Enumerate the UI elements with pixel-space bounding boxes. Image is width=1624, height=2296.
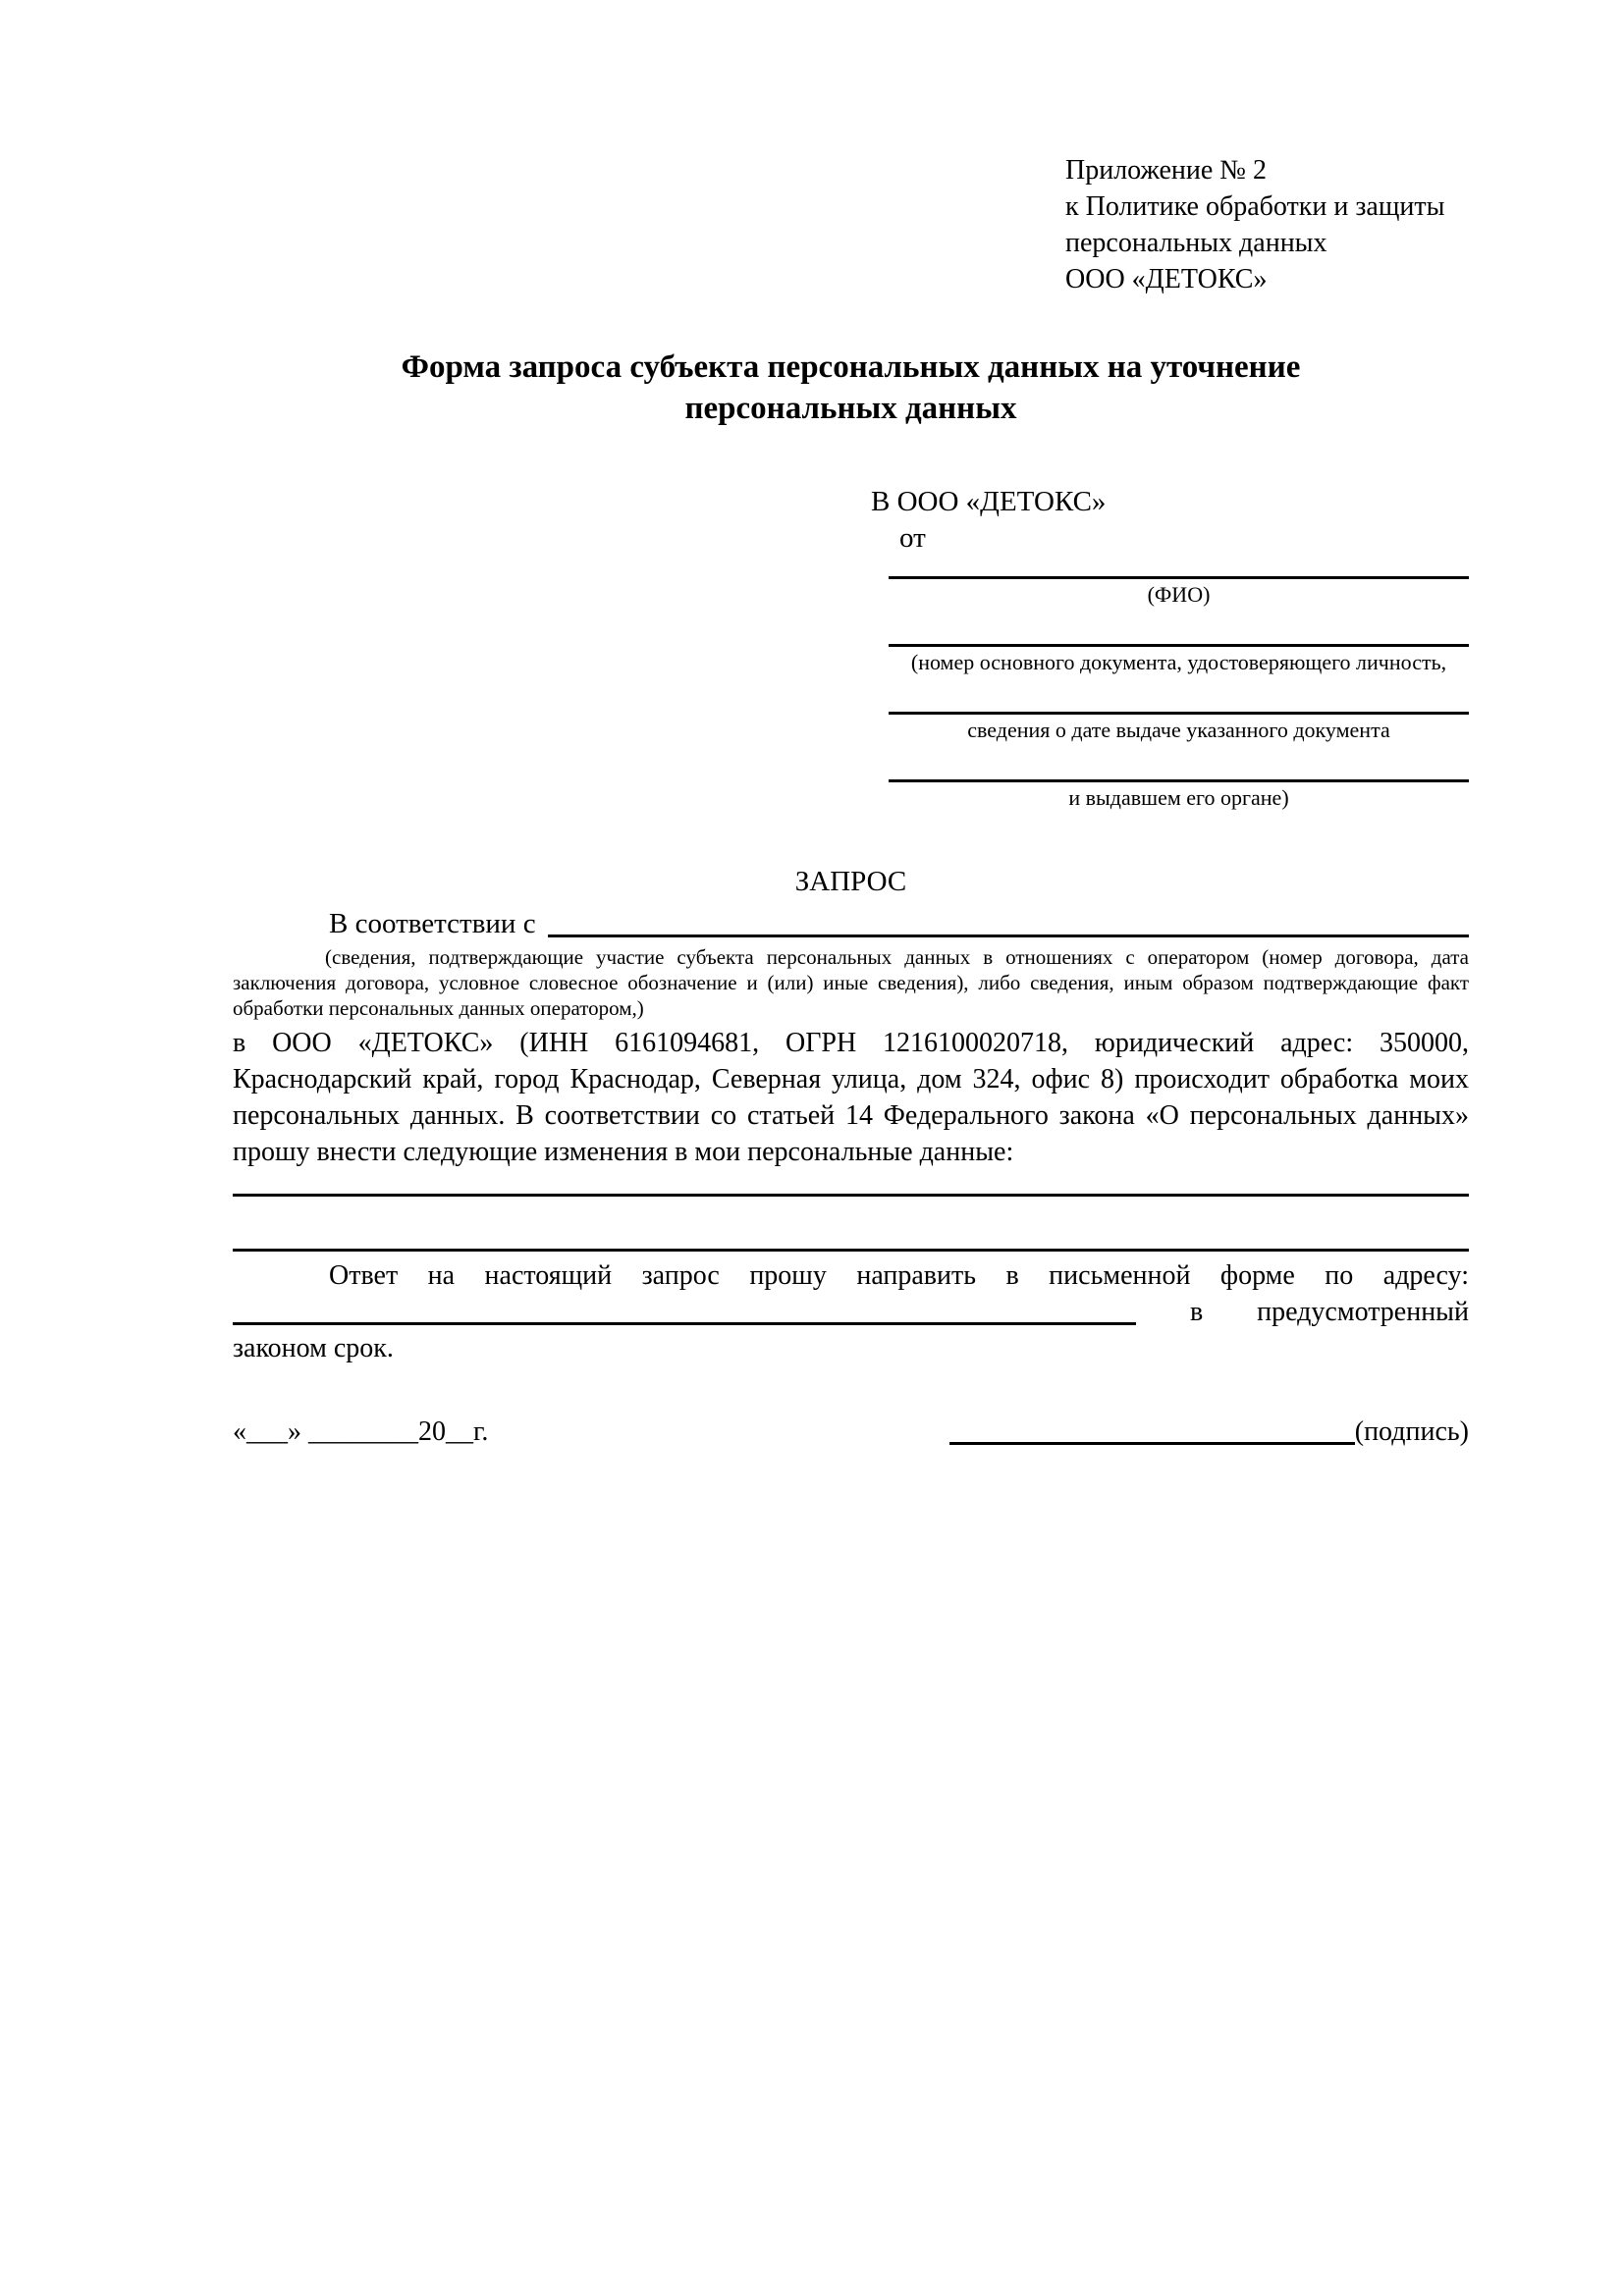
document-title: Форма запроса субъекта персональных данных на уточнение персональных данных [401,349,1301,426]
fio-field-row [889,561,1469,608]
reply-paragraph-line2 [233,1294,1469,1330]
addressee-from-label: от [899,522,926,554]
request-intro-row [233,906,1469,942]
appendix-policy-line2: персональных данных [1065,228,1327,258]
addressee-to: В ООО «ДЕТОКС» [871,486,1107,517]
appendix-company-line: ООО «ДЕТОКС» [1065,264,1268,294]
doc-number-caption: (номер основного документа, удостоверяющего личность, [910,650,1447,674]
signature-caption: (подпись) [1354,1416,1469,1447]
appendix-header-block [1065,152,1469,297]
fio-input-line[interactable] [889,561,1469,579]
signature-input-line[interactable] [949,1414,1355,1445]
reply-paragraph-line1: Ответ на настоящий запрос прошу направить в письменной форме по адресу: [329,1260,1469,1291]
addressee-block [871,484,1469,557]
request-heading: ЗАПРОС [794,866,907,897]
appendix-number-line: Приложение № 2 [1065,155,1267,186]
address-input-line[interactable] [233,1294,1136,1325]
date-signature-row [233,1414,1469,1450]
signature-area [949,1414,1469,1450]
changes-input-line-2[interactable] [233,1197,1469,1252]
applicant-fields [889,561,1469,811]
doc-number-field-row [889,628,1469,675]
issuer-input-line[interactable] [889,764,1469,782]
fio-caption: (ФИО) [1147,582,1211,607]
doc-number-input-line[interactable] [889,628,1469,647]
changes-input-line-1[interactable] [233,1170,1469,1197]
reply-word-v: в [1189,1297,1204,1327]
basis-input-line[interactable] [548,906,1469,937]
date-blank[interactable]: «___» ________20__г. [233,1416,489,1447]
appendix-policy-line: к Политике обработки и защиты [1065,191,1445,222]
reply-paragraph-line3: законом срок. [233,1333,394,1363]
intro-label: В соответствии с [329,908,536,939]
issue-date-caption: сведения о дате выдаче указанного документа [967,718,1390,742]
issue-date-field-row [889,696,1469,743]
request-body-paragraph: в ООО «ДЕТОКС» (ИНН 6161094681, ОГРН 1216100020718, юридический адрес: 350000, Краснодарский край, город Краснодар, Северная улица, дом 324, офис 8) происходит обработка моих персональных данных. В соответствии со статьей 14 Федерального закона «О персональных данных» прошу внести следующие изменения в мои персональные данные: [233,1028,1469,1167]
reply-word-predusmotrenny: предусмотренный [1257,1297,1469,1327]
issuer-field-row [889,764,1469,811]
intro-note: (сведения, подтверждающие участие субъекта персональных данных в отношениях с оператором (номер договора, дата заключения договора, условное словесное обозначение и (или) иные сведения), либо сведения, иным образом подтверждающие факт обработки персональных данных оператором,) [233,945,1469,1020]
issuer-caption: и выдавшем его органе) [1068,785,1289,810]
issue-date-input-line[interactable] [889,696,1469,715]
